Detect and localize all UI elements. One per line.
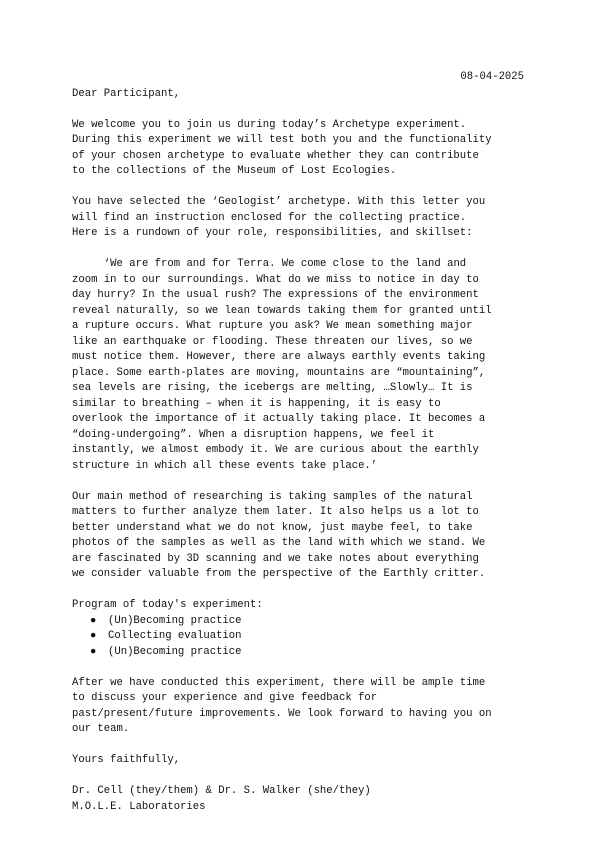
spacer <box>72 583 528 599</box>
closing-paragraph: After we have conducted this experiment, there will be ample time to discuss your experience and give feedback for past/present/future improvements. We look forward to having you on our team. <box>72 676 492 735</box>
program-item <box>72 645 528 661</box>
program-item <box>72 629 528 645</box>
spacer <box>72 102 528 118</box>
bullet-icon: ● <box>90 630 97 642</box>
program-heading: Program of today's experiment: <box>72 599 263 611</box>
spacer <box>72 242 528 258</box>
bullet-icon: ● <box>90 614 97 627</box>
program-item <box>72 614 528 630</box>
program-item-label: (Un)Becoming practice <box>108 645 242 658</box>
archetype-quote: ‘We are from and for Terra. We come close to the land and zoom in to our surroundings. What do we miss to notice in day to day hurry? In the usual rush? The expressions of the environment reveal naturally, so we lean towards taking them for granted until a rupture occurs. What rupture you ask? We mean something major like an earthquake or flooding. These threaten our lives, so we must notice them. However, there are always earthly events taking place. Some earth-plates are moving, mountains are “mountaining”, sea levels are rising, the icebergs are melting, …Slowly… It is similar to breathing – when it is happening, it is easy to overlook the importance of it actually taking place. It becomes a “doing-undergoing”. When a disruption happens, we feel it instantly, we almost embody it. We are curious about the earthly structure in which all these events take place.’ <box>72 258 492 472</box>
letter-date: 08-04-2025 <box>460 71 524 83</box>
intro-paragraph: We welcome you to join us during today’s Archetype experiment. During this experiment we will test both you and the functionality of your chosen archetype to evaluate whether they can contribute to the collections of the Museum of Lost Ecologies. <box>72 118 492 177</box>
signoff: Yours faithfully, <box>72 754 181 766</box>
letter-body <box>72 70 528 815</box>
signatories: Dr. Cell (they/them) & Dr. S. Walker (she/they) <box>72 785 371 797</box>
archetype-paragraph: You have selected the ‘Geologist’ archetype. With this letter you will find an instruction enclosed for the collecting practice. Here is a rundown of your role, responsibilities, and skillset: <box>72 196 486 239</box>
bullet-icon: ● <box>90 645 97 658</box>
spacer <box>72 769 528 785</box>
method-paragraph: Our main method of researching is taking samples of the natural matters to further analyze them later. It also helps us a lot to better understand what we do not know, just maybe feel, to take photos of the samples as well as the land with which we stand. We are fascinated by 3D scanning and we take notes about everything we consider valuable from the perspective of the Earthly critter. <box>72 490 486 580</box>
organization: M.O.L.E. Laboratories <box>72 800 206 813</box>
program-list <box>72 614 528 661</box>
program-item-label: Collecting evaluation <box>108 630 242 642</box>
spacer <box>72 660 528 676</box>
spacer <box>72 180 528 196</box>
salutation: Dear Participant, <box>72 87 181 100</box>
program-item-label: (Un)Becoming practice <box>108 614 242 627</box>
spacer <box>72 474 528 490</box>
spacer <box>72 738 528 754</box>
